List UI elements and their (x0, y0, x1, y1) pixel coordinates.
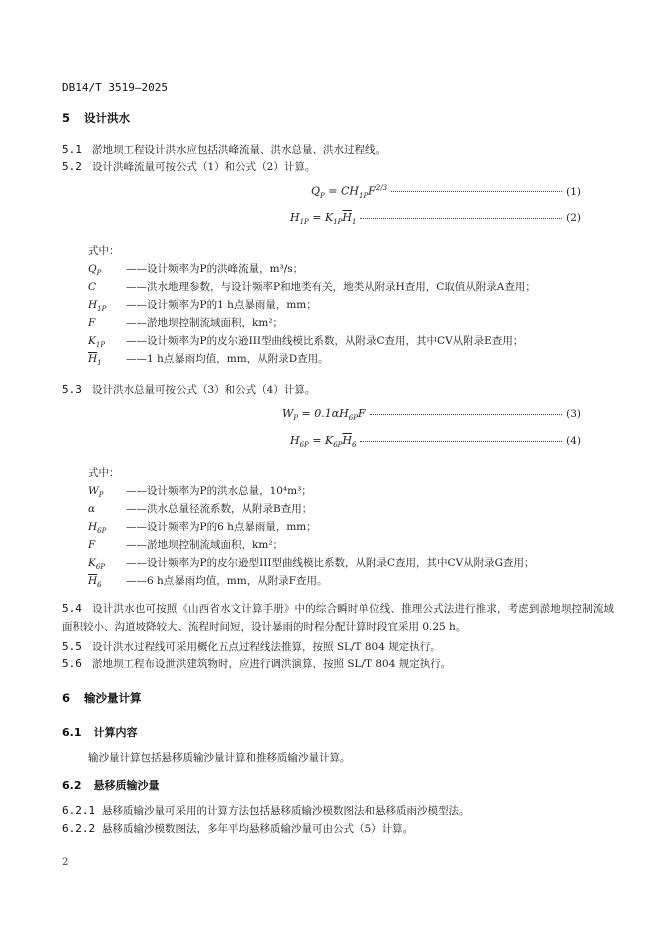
document-code: DB14/T 3519—2025 (62, 81, 168, 94)
equation-formula: $H_{6P} = K_{6P}\overline{H}_6$ (290, 434, 357, 450)
symbol: $Q_P$ (88, 263, 102, 278)
where-label: 式中： (88, 467, 120, 479)
symbol: $H_{6P}$ (88, 521, 107, 536)
symbol: $H_{1P}$ (88, 299, 107, 314)
definition-row: $K_{6P}$ ——设计频率为P的皮尔逊型III型曲线模比系数，从附录C查用，其中CV从附录G查用； (88, 557, 535, 572)
equation-3 (282, 407, 581, 422)
dot-leader (360, 441, 562, 442)
dot-leader (370, 414, 563, 415)
paragraph-6-1: 输沙量计算包括悬移质输沙量计算和推移质输沙量计算。 (88, 752, 351, 764)
equation-1 (311, 184, 581, 200)
equation-formula: $W_P = 0.1\alpha H_{6P}F$ (282, 407, 366, 423)
equation-number: (4) (566, 435, 581, 447)
section-number: 5 (62, 111, 71, 125)
definition-row: $K_{1P}$ ——设计频率为P的皮尔逊III型曲线模比系数，从附录C查用，其中CV从附录E查用； (88, 335, 524, 350)
definition-row: $\overline{H}_1$ ——1 h点暴雨均值，mm，从附录D查用。 (88, 353, 329, 368)
definition-row: F ——淤地坝控制流域面积，km²； (88, 317, 284, 329)
section-5-heading (62, 110, 130, 126)
clause-5-5: 5.5 设计洪水过程线可采用概化五点过程线法推算，按照 SL/T 804 规定执行。 (62, 640, 441, 653)
clause-5-1: 5.1 淤地坝工程设计洪水应包括洪峰流量、洪水总量、洪水过程线。 (62, 143, 386, 156)
page-number: 2 (62, 857, 69, 868)
clause-5-3: 5.3 设计洪水总量可按公式（3）和公式（4）计算。 (62, 383, 316, 396)
definition-row: F ——淤地坝控制流域面积，km²； (88, 539, 284, 551)
clause-6-2-2: 6.2.2 悬移质输沙模数图法，多年平均悬移质输沙量可由公式（5）计算。 (62, 822, 414, 835)
section-number: 6 (62, 691, 71, 705)
definition-row: α ——洪水总量径流系数，从附录B查用； (88, 503, 313, 515)
definition-row: $H_{6P}$ ——设计频率为P的6 h点暴雨量，mm； (88, 521, 317, 536)
subsection-6-2-heading: 6.2 悬移质输沙量 (62, 779, 160, 792)
equation-number: (2) (566, 212, 581, 224)
where-label: 式中： (88, 245, 120, 257)
definition-row: $W_P$ ——设计频率为P的洪水总量，10⁴m³； (88, 485, 312, 500)
section-6-heading (62, 690, 142, 706)
symbol: $\overline{H}_6$ (88, 575, 102, 590)
clause-5-4: 5.4 设计洪水也可按照《山西省水文计算手册》中的综合瞬时单位线、推理公式法进行推求，考虑到淤地坝控制流域面积较小、沟道坡降较大、流程时间短，设计暴雨的时程分配计算时段宜采用 0.25 h。 (62, 602, 614, 633)
section-title: 输沙量计算 (84, 691, 142, 705)
subsection-6-1-heading: 6.1 计算内容 (62, 726, 138, 739)
definition-row: C ——洪水地理参数，与设计频率P和地类有关，地类从附录H查用，C取值从附录A查用； (88, 281, 536, 293)
equation-2 (290, 211, 581, 226)
definition-row: $Q_P$ ——设计频率为P的洪峰流量，m³/s； (88, 263, 304, 278)
equation-number: (3) (566, 408, 581, 420)
symbol: $K_{1P}$ (88, 335, 106, 350)
clause-6-2-1: 6.2.1 悬移质输沙量可采用的计算方法包括悬移质输沙模数图法和悬移质雨沙模型法。 (62, 804, 470, 817)
clause-5-6: 5.6 淤地坝工程布设泄洪建筑物时，应进行调洪演算，按照 SL/T 804 规定执行。 (62, 657, 452, 670)
definition-row: $H_{1P}$ ——设计频率为P的1 h点暴雨量，mm； (88, 299, 317, 314)
equation-4 (290, 434, 581, 449)
dot-leader (391, 191, 562, 192)
equation-number: (1) (566, 185, 581, 198)
dot-leader (360, 218, 562, 219)
symbol: $K_{6P}$ (88, 557, 106, 572)
section-title: 设计洪水 (84, 111, 131, 125)
clause-5-2: 5.2 设计洪峰流量可按公式（1）和公式（2）计算。 (62, 160, 316, 173)
equation-formula: $H_{1P} = K_{1P}\overline{H}_1$ (290, 211, 357, 227)
equation-formula: $Q_P = CH_{1P}F^{2/3}$ (311, 184, 388, 200)
symbol: $\overline{H}_1$ (88, 353, 102, 368)
definition-row: $\overline{H}_6$ ——6 h点暴雨均值，mm，从附录F查用。 (88, 575, 328, 590)
symbol: $W_P$ (88, 485, 104, 500)
